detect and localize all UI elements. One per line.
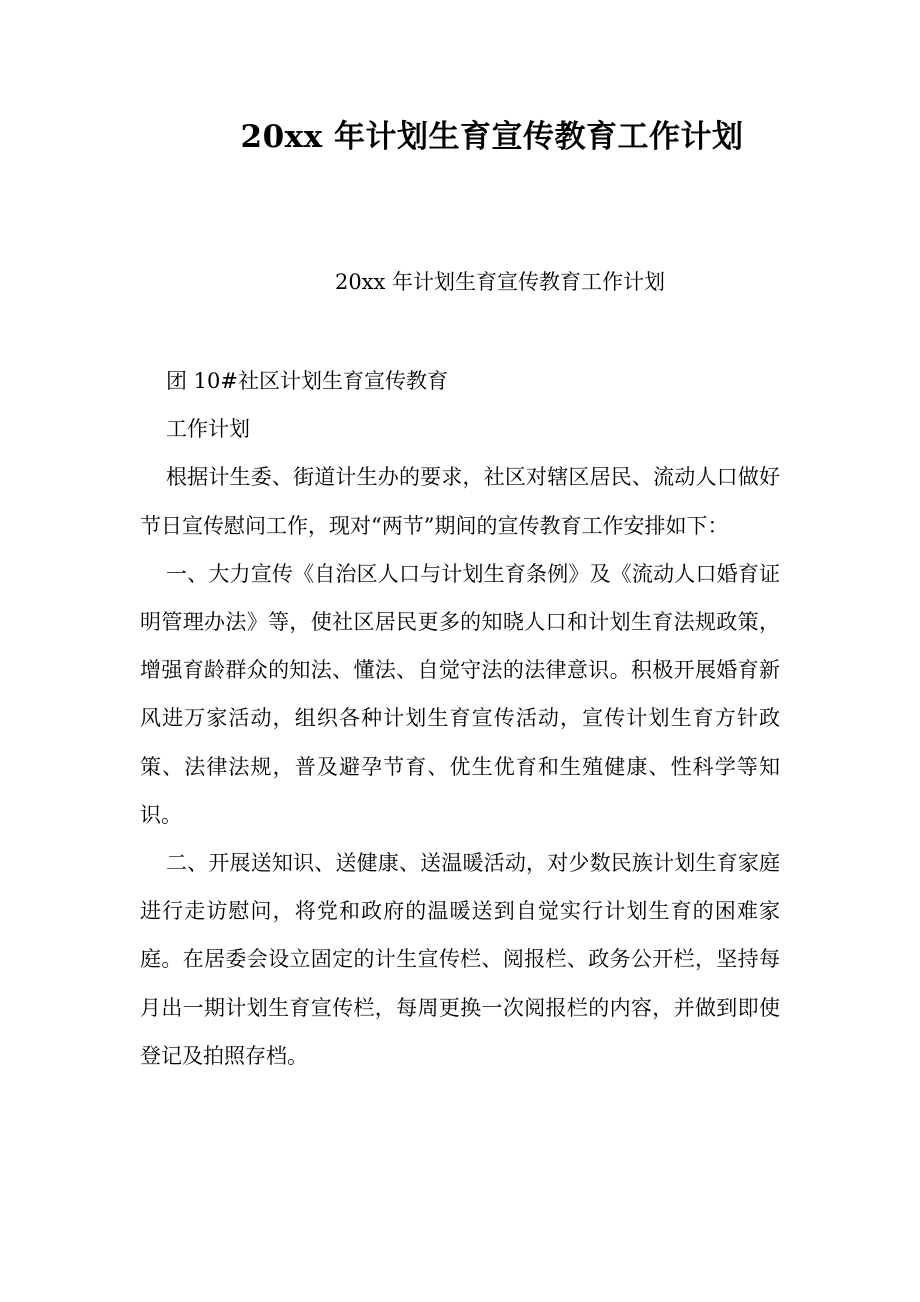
paragraph-work-plan-heading: 工作计划 — [166, 417, 250, 442]
document-body — [140, 357, 780, 1080]
document-subtitle: 20xx 年计划生育宣传教育工作计划 — [334, 270, 666, 294]
document-title: 20xx 年计划生育宣传教育工作计划 — [240, 119, 744, 155]
paragraph-section-one: 一、大力宣传《自治区人口与计划生育条例》及《流动人口婚育证明管理办法》等，使社区居民更多的知晓人口和计划生育法规政策，增强育龄群众的知法、懂法、自觉守法的法律意识。积极开展婚育新风进万家活动，组织各种计划生育宣传活动，宣传计划生育方针政策、法律法规，普及避孕节育、优生优育和生殖健康、性科学等知识。 — [140, 561, 780, 827]
paragraph-community-heading: 团 10#社区计划生育宣传教育 — [166, 369, 448, 393]
paragraph-section-two: 二、开展送知识、送健康、送温暖活动，对少数民族计划生育家庭进行走访慰问，将党和政府的温暖送到自觉实行计划生育的困难家庭。在居委会设立固定的计生宣传栏、阅报栏、政务公开栏，坚持每月出一期计划生育宣传栏，每周更换一次阅报栏的内容，并做到即使登记及拍照存档。 — [140, 851, 780, 1068]
paragraph-intro: 根据计生委、街道计生办的要求，社区对辖区居民、流动人口做好节日宣传慰问工作，现对“两节”期间的宣传教育工作安排如下： — [140, 465, 780, 538]
